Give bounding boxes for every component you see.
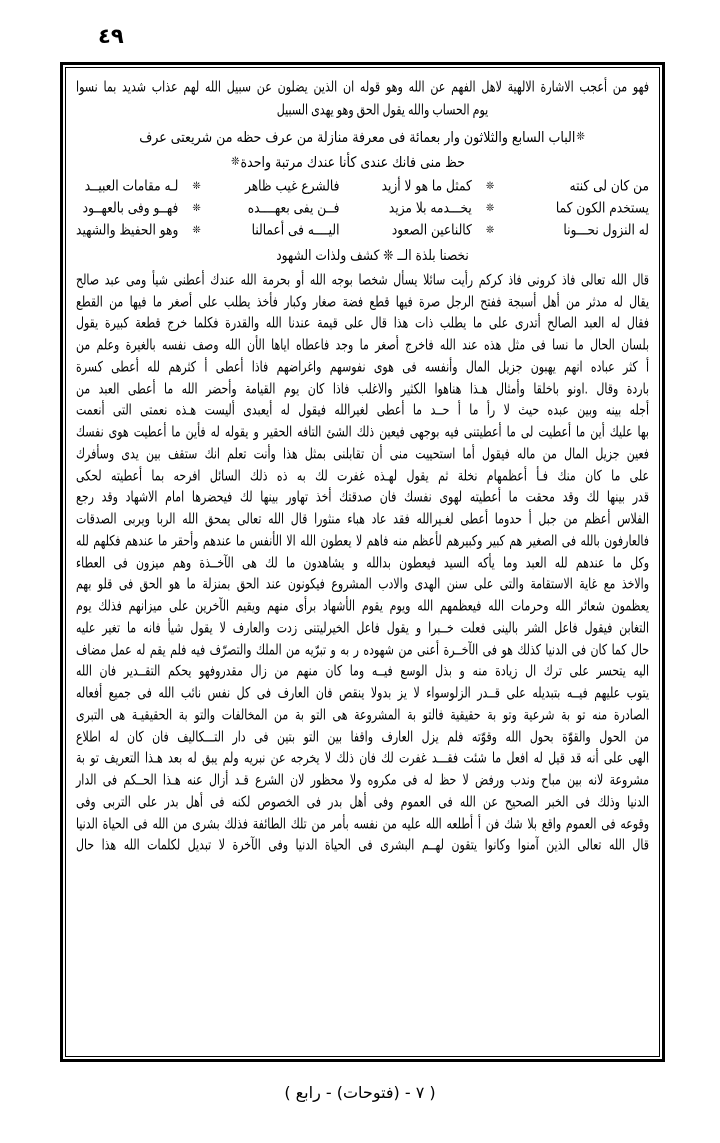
body-line: الصادرة منه تو بة شرعية وتو بة حقيقية فالتو بة المشروعة هى التو بة من المخالفات والتو بة الحقيقيـة هى التبرى — [76, 706, 649, 723]
verse-hemistich: له النزول نحـــونا — [563, 222, 649, 239]
star-ornament-icon: ❊ — [485, 202, 495, 214]
verse-hemistich: من كان لى كنته — [569, 178, 649, 195]
chapter-heading-line-1 — [76, 126, 649, 149]
body-line: وكل ما عندهم لله العبد وما يأكه السيد فيعطون بدالله و يشاهدون ما لك هى الآخــذة وهم ميزون فى العطاء — [76, 553, 649, 571]
body-line: على ما كان منك فـأ أعظمهام نخلة ثم يقول لهـذه غفرت لك به ذه ذلك السائل افرحه بما أعطيته لحكى — [76, 466, 649, 484]
body-line: يقال له مدثر من أهل أسبجة ففتح الرجل صرة فيها قطع فضة صغار وكبار فأخذ يطلب على أصغر ما فيها من القطع — [76, 292, 649, 310]
chapter-heading-line-2 — [76, 151, 649, 174]
verse-row — [76, 220, 649, 242]
page-number: ٤٩ — [98, 24, 124, 48]
star-ornament-icon: ❊ — [192, 180, 201, 192]
body-line: التغابن فيقول فاعل الشر بالينى فعلت خــبرا و يقول فاعل الخيرليتنى زدت والعارف لا يقول شيأ فانه ما تغير عليه — [76, 619, 649, 636]
verse-hemistich: يخـــدمه بلا مزيد — [388, 200, 472, 217]
body-line: قال الله تعالى فاذ كرونى فاذ كركم رأيت سائلا يسأل شخصا بوجه الله أو بحرمة الله عندك أعطنى شيأ ومى عبد صالح — [76, 271, 649, 288]
verse-hemistich: فالشرع غيب ظاهر — [245, 178, 340, 195]
body-line: فقال له العبد الصالح أتدرى على ما يطلب ذات هذا قال على قيمة عندنا الله والقدرة فكلما خرج قطعة كبيرة يقول — [76, 314, 649, 332]
verse-hemistich: فــن يفى بعهــــده — [247, 200, 340, 217]
verse-hemistich: لـه مقامات العبيــد — [84, 178, 179, 195]
body-line: فعين جزيل المال من ماله فيقول أما استحييت منى أن تقابلنى بمثل هذا وأنت تعلم انك ستقف بين يدى وسأفرك — [76, 445, 649, 462]
verse-row — [76, 176, 649, 198]
star-ornament-icon: ❊ — [576, 130, 585, 144]
body-line: الهى على أنه قد قيل له افعل ما شئت فقـــد غفرت لك فان ذلك لا يخرجه عن نبريه ولم يبق له بعد هـذا التعريف تو بة — [76, 749, 649, 767]
verse-hemistich: اليــــه فى أعمالنا — [251, 222, 340, 239]
chapter-heading-text-1: الباب السابع والثلاثون وار بعمائة فى معرفة منازلة من عرف حظه من شريعتى عرف — [139, 128, 576, 146]
body-line: باردة وقال .اونو باخلقا وأمثال هـذا هناهوا الكثير والاغلب فاذا كان يوم القيامة وأحضر الله ما أعطى العبد من — [76, 379, 649, 397]
body-line: قال الله تعالى الذين آمنوا وكانوا يتقون لهــم البشرى فى الحياة الدنيا وفى الآخرة لا تبديل لكلمات الله هذا حال — [76, 836, 649, 854]
page-footer-signature: ( ٧ - (فتوحات) - رابع ) — [284, 1083, 436, 1102]
star-ornament-icon: ❊ — [485, 224, 495, 236]
verse-hemistich: يستخدم الكون كما — [555, 200, 649, 217]
star-ornament-icon: ❊ — [192, 224, 201, 236]
body-line: اليه يتحسر على ترك ال زيادة منه و بذل الوسع فيــه وما كان منهم من زال مقدروفهو يحكم التقــدير فان الله — [76, 662, 649, 680]
body-line: أجله بينه وبين عبده حيث لا رأ ما أ حــد ما أعطى لغيرالله فيقول له أيعبدى أليست هـذه نعمتى التى أنعمت — [76, 401, 649, 419]
verse-hemistich: وهو الحفيظ والشهيد — [76, 222, 179, 239]
verse-hemistich: كمثل ما هو لا أزيد — [381, 178, 472, 195]
body-line: بها عليك أين ما أعطيت لى ما أعطيتنى فيه بوجهى فيعين ذلك الشئ التافه الحقير و يقوله له فأين ما أعطيت هوى نفسك — [76, 423, 649, 440]
star-ornament-icon: ❊ — [192, 202, 201, 214]
body-line: الدنيا وذلك فى الخبر الصحيح عن الله فى العموم وفى أهل بدر فى الخصوص لكنه فى أهل بدر على التربى وفى — [76, 793, 649, 810]
verse-closing-line: نخصنا بلذة الــ ❊ كشف ولذات الشهود — [276, 247, 469, 264]
body-line: مشروعة لانه بين مباح وندب ورفض لا حظ له فى مكروه ولا محظور لان الشرع قـد أزال عنه هـذا الحــكم فى الدار — [76, 771, 649, 788]
body-line: وقوعه فى العموم واقع بلا شك فن أ أطلعه الله عليه من نفسه بأمر من تلك الطائفة فذلك بشرى من الله فى الحياة الدنيا — [76, 814, 649, 832]
body-line: والاخذ مع غاية الاستقامة والتى على سنن الهدى والادب المشروع فيكونون عند الحق بمنزلة ما هو الحق فى قلو بهم — [76, 575, 649, 593]
verse-hemistich: فهــو وفى بالعهــود — [82, 200, 179, 217]
body-line: بلسان الحال ما نسا فى مثل هذه عند الله فاخرج أصغر ما وجد فاعطاه اياها الأن الله وصف نفسه بالغيرة وعلم من — [76, 336, 649, 353]
body-line: حال كما كان فى الدنيا كذلك هو فى الآخــرة أعنى من شهوده ر به و تبرّيه من الملك والتصرّف فيه فلم يقم له عمل مضاف — [76, 640, 649, 658]
body-line: الفلاس أعظم من جبل أ حدوما أعطى لغـيرالله فقد عاد هباء منثورا قال الله تعالى يمحق الله الربا ويربى الصدقات — [76, 510, 649, 527]
body-line: يعظمون شعائر الله وحرمات الله فيعظمهم الله ويوم يقوم الأشهاد برأى منهم ويقيم الآخرين على ميزانهم فذلك يوم — [76, 597, 649, 614]
body-paragraph — [76, 269, 649, 854]
verse-hemistich: كالناعين الصعود — [391, 222, 472, 239]
verse-table — [76, 176, 649, 242]
page-content — [66, 68, 659, 1056]
body-line: قدر بينها لك وقد محقت ما أعطيته لهوى نفسك فان صدقتك أخذ تهاور بينها لك فيحضرها امام الاشهاد وقد رجع — [76, 488, 649, 506]
star-ornament-icon: ❊ — [231, 155, 240, 169]
star-ornament-icon: ❊ — [485, 180, 495, 192]
body-line: من الحول والقوّة بحول الله وقوّته فلم يزل العارف واقفا بين التو بتين فى دار التـــكاليف فان كان له اطلاع — [76, 727, 649, 745]
verse-row — [76, 198, 649, 220]
body-line: فالعارفون بالله فى الصغير هم كبير وكبيرهم لأعظم منه فاهم لا يعطون الله الا الأنفس ما عندهم وأحقر ما عندهم فكلهم لله — [76, 532, 649, 549]
intro-line: يوم الحساب والله يقول الحق وهو يهدى السبيل — [276, 101, 489, 119]
body-line: أ كثر عباده انهم يهبون جزيل المال وأنفسه فى هوى نفوسهم واغراضهم فاذا أعطى أ كثرهم لله أعطى كسرة — [76, 358, 649, 375]
chapter-heading — [76, 126, 649, 171]
body-line: يتوب عليهم فيــه بتبديله على قــدر الزلوسواء لا يز بدولا ينقص فان العارف فى كل نفس نائب الله فى جميع أفعاله — [76, 684, 649, 701]
intro-line: فهو من أعجب الاشارة الالهية لاهل الفهم عن الله وهو قوله ان الذين يضلون عن سبيل الله لهم عذاب شديد بما نسوا — [76, 78, 649, 95]
intro-paragraph — [76, 76, 649, 119]
chapter-heading-text-2: حظ منى فانك عندى كأنا عندك مرتبة واحدة — [240, 153, 465, 171]
